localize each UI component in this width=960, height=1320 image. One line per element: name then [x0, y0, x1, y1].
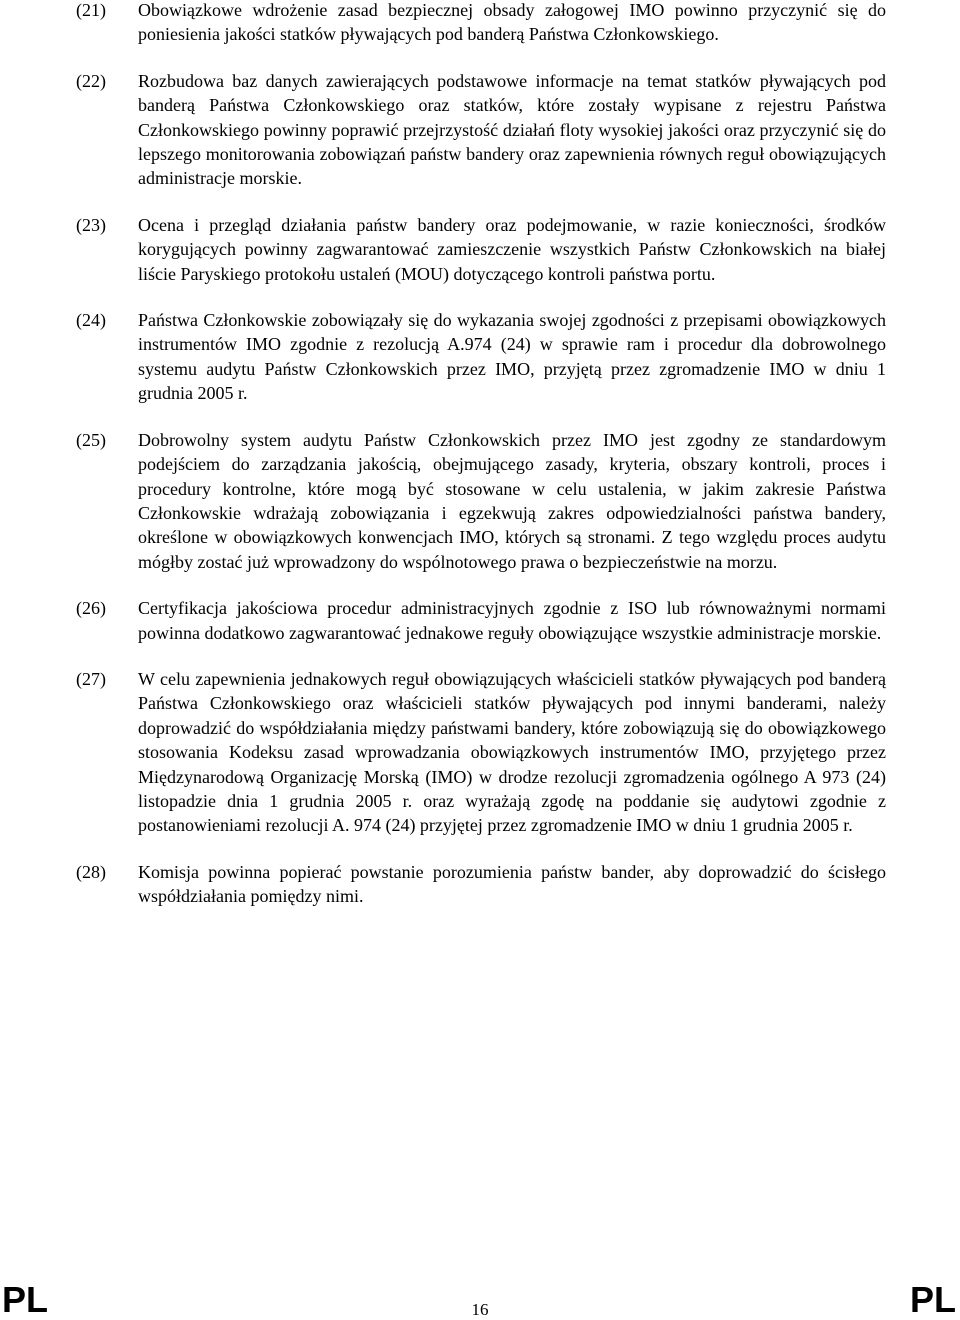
- page-number: 16: [471, 1300, 489, 1319]
- recital-number: (27): [76, 668, 106, 689]
- recital-number: (26): [76, 598, 106, 619]
- recital-number: (21): [76, 0, 106, 20]
- recital-text: Państwa Członkowskie zobowiązały się do wykazania swojej zgodności z przepisami obowiązkowych instrumentów IMO zgodnie z rezolucją A.974 (24) w sprawie ram i procedur dla dobrowolnego systemu audytu Państw Członkowskich przez IMO, przyjętą przez zgromadzenie IMO w dniu 1 grudnia 2005 r.: [138, 310, 886, 404]
- recital-item: [76, 213, 886, 286]
- recital-text: W celu zapewnienia jednakowych reguł obowiązujących właścicieli statków pływających pod banderą Państwa Członkowskiego oraz właścicieli statków pływających pod innymi banderami, należy doprowadzić do współdziałania między państwami bandery, które zobowiązują się do obowiązkowego stosowania Kodeksu zasad wprowadzania obowiązkowych instrumentów IMO, przyjętego przez Międzynarodową Organizację Morską (IMO) w drodze rezolucji zgromadzenia ogólnego A 973 (24) listopadzie dnia 1 grudnia 2005 r. oraz wyrażają zgodę na poddanie się audytowi zgodnie z postanowieniami rezolucji A. 974 (24) przyjętej przez zgromadzenie IMO w dniu 1 grudnia 2005 r.: [138, 668, 886, 836]
- recital-number: (23): [76, 214, 106, 235]
- recital-item: [76, 0, 886, 47]
- recital-text: Komisja powinna popierać powstanie porozumienia państw bander, aby doprowadzić do ścisłego współdziałania pomiędzy nimi.: [138, 861, 886, 907]
- recitals-list: [76, 0, 886, 931]
- footer-language-code-right: PL: [909, 1279, 956, 1320]
- recital-number: (25): [76, 429, 106, 450]
- recital-number: (28): [76, 861, 106, 882]
- footer-language-code-left: PL: [2, 1279, 49, 1320]
- recital-item: [76, 428, 886, 574]
- recital-number: (24): [76, 310, 106, 331]
- recital-item: [76, 596, 886, 645]
- recital-item: [76, 308, 886, 406]
- recital-text: Certyfikacja jakościowa procedur administracyjnych zgodnie z ISO lub równoważnymi normami powinna dodatkowo zagwarantować jednakowe reguły obowiązujące wszystkie administracje morskie.: [138, 598, 886, 643]
- recital-item: [76, 667, 886, 838]
- recital-number: (22): [76, 70, 106, 91]
- recital-text: Rozbudowa baz danych zawierających podstawowe informacje na temat statków pływających pod banderą Państwa Członkowskiego oraz statków, które zostały wypisane z rejestru Państwa Członkowskiego powinny poprawić przejrzystość działań floty wysokiej jakości oraz przyczynić się do lepszego monitorowania zobowiązań państw bandery oraz zapewnienia równych reguł obowiązujących administracje morskie.: [138, 70, 886, 189]
- recital-text: Dobrowolny system audytu Państw Członkowskich przez IMO jest zgodny ze standardowym podejściem do zarządzania jakością, obejmującego zasady, kryteria, obszary kontroli, proces i procedury kontrolne, które mogą być stosowane w celu ustalenia, w jakim zakresie Państwa Członkowskie wdrażają zobowiązania i egzekwują zakres odpowiedzialności państwa bandery, określone w obowiązkowych konwencjach IMO, których są stronami. Z tego względu proces audytu mógłby zostać już wprowadzony do wspólnotowego prawa o bezpieczeństwie na morzu.: [138, 429, 886, 572]
- recital-text: Ocena i przegląd działania państw bandery oraz podejmowanie, w razie konieczności, środków korygujących powinny zagwarantować zamieszczenie wszystkich Państw Członkowskich na białej liście Paryskiego protokołu ustaleń (MOU) dotyczącego kontroli państwa portu.: [138, 214, 886, 284]
- recital-text: Obowiązkowe wdrożenie zasad bezpiecznej obsady załogowej IMO powinno przyczynić się do poniesienia jakości statków pływających pod banderą Państwa Członkowskiego.: [138, 0, 886, 45]
- recital-item: [76, 860, 886, 909]
- recital-item: [76, 69, 886, 191]
